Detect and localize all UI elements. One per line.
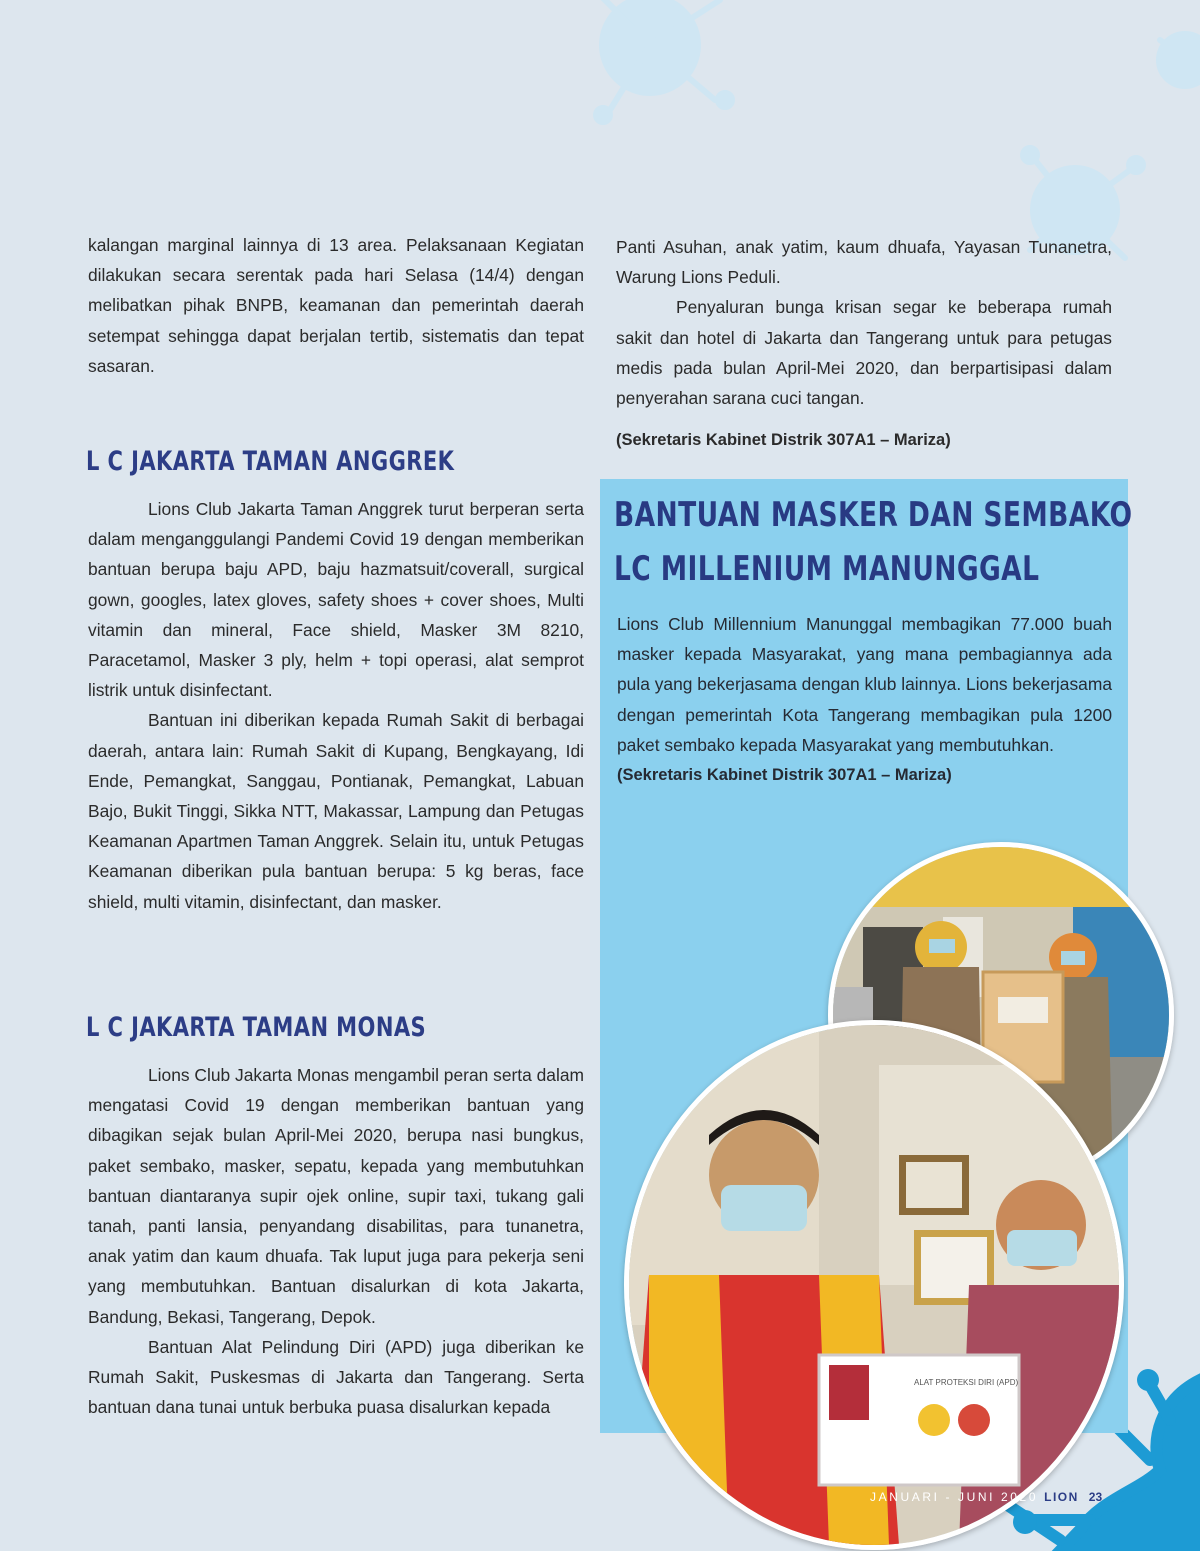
continued-paragraph: Panti Asuhan, anak yatim, kaum dhuafa, Yayasan Tunanetra, Warung Lions Peduli.	[616, 237, 1112, 288]
taman-monas-paragraph-1: Lions Club Jakarta Monas mengambil peran serta dalam mengatasi Covid 19 dengan memberikan bantuan yang dibagikan sejak bulan April-Mei 2020, berupa nasi bungkus, paket sembako, masker, sepatu, kepada yang membutuhkan bantuan diantaranya supir ojek online, supir taxi, tukang gali tanah, panti lansia, penyandang disabilitas, para tunanetra, anak yatim dan kaum dhuafa. Tak luput juga para pekerja seni yang membutuhkan. Bantuan disalurkan di kota Jakarta, Bandung, Bekasi, Tangerang, Depok.	[88, 1065, 584, 1327]
section-body-taman-monas	[88, 1060, 584, 1422]
taman-anggrek-paragraph-2: Bantuan ini diberikan kepada Rumah Sakit di berbagai daerah, antara lain: Rumah Sakit di Kupang, Bengkayang, Idi Ende, Pemangkat, Sanggau, Pontianak, Pemangkat, Labuan Bajo, Bukit Tinggi, Sikka NTT, Makassar, Lampung dan Petugas Keamanan Apartmen Taman Anggrek. Selain itu, untuk Petugas Keamanan diberikan pula bantuan berupa: 5 kg beras, face shield, multi vitamin, disinfectant, dan masker.	[88, 710, 584, 912]
footer-issue: JANUARI - JUNI 2020	[870, 1490, 1039, 1504]
box-body	[617, 609, 1112, 790]
section-body-taman-anggrek	[88, 494, 584, 917]
taman-anggrek-paragraph-1: Lions Club Jakarta Taman Anggrek turut berperan serta dalam menganggulangi Pandemi Covid 19 dengan memberikan bantuan berupa baju APD, baju hazmatsuit/coverall, surgical gown, googles, latex gloves, safety shoes + cover shoes, Multi vitamin dan mineral, Face shield, Masker 3M 8210, Paracetamol, Masker 3 ply, helm + topi operasi, alat semprot listrik untuk disinfectant.	[88, 499, 584, 701]
photo-handover-men-image	[629, 1025, 1119, 1545]
photo-box-label: ALAT PROTEKSI DIRI (APD)	[914, 1378, 1019, 1387]
page-number: 23	[1088, 1490, 1103, 1504]
section-heading-taman-monas: L C JAKARTA TAMAN MONAS	[86, 1012, 427, 1043]
box-heading-line-1: BANTUAN MASKER DAN SEMBAKO	[614, 495, 1133, 535]
flowers-paragraph: Penyaluran bunga krisan segar ke beberapa rumah sakit dan hotel di Jakarta dan Tangerang untuk para petugas medis pada bulan April-Mei 2020, dan berpartisipasi dalam penyerahan sarana cuci tangan.	[616, 297, 1112, 409]
page-footer	[870, 1490, 1102, 1504]
left-intro-text	[88, 230, 584, 381]
box-heading-line-2: LC MILLENIUM MANUNGGAL	[614, 549, 1040, 589]
section-heading-taman-anggrek: L C JAKARTA TAMAN ANGGREK	[86, 446, 455, 477]
photo-handover-men	[624, 1020, 1124, 1550]
intro-paragraph: kalangan marginal lainnya di 13 area. Pelaksanaan Kegiatan dilakukan secara serentak pada hari Selasa (14/4) dengan melibatkan pihak BNPB, keamanan dan pemerintah daerah setempat sehingga dapat berjalan tertib, sistematis dan tepat sasaran.	[88, 235, 584, 376]
taman-monas-paragraph-2: Bantuan Alat Pelindung Diri (APD) juga diberikan ke Rumah Sakit, Puskesmas di Jakarta dan Tangerang. Serta bantuan dana tunai untuk berbuka puasa disalurkan kepada	[88, 1336, 584, 1418]
box-paragraph: Lions Club Millennium Manunggal membagikan 77.000 buah masker kepada Masyarakat, yang mana pembagiannya ada pula yang bekerjasama dengan klub lainnya. Lions bekerjasama dengan pemerintah Kota Tangerang membagikan pula 1200 paket sembako kepada Masyarakat yang membutuhkan.	[617, 614, 1112, 755]
right-column-text	[616, 232, 1112, 455]
box-signature: (Sekretaris Kabinet Distrik 307A1 – Mariza)	[617, 766, 952, 785]
footer-brand: LION	[1044, 1490, 1079, 1504]
signature: (Sekretaris Kabinet Distrik 307A1 – Mariza)	[616, 431, 951, 450]
